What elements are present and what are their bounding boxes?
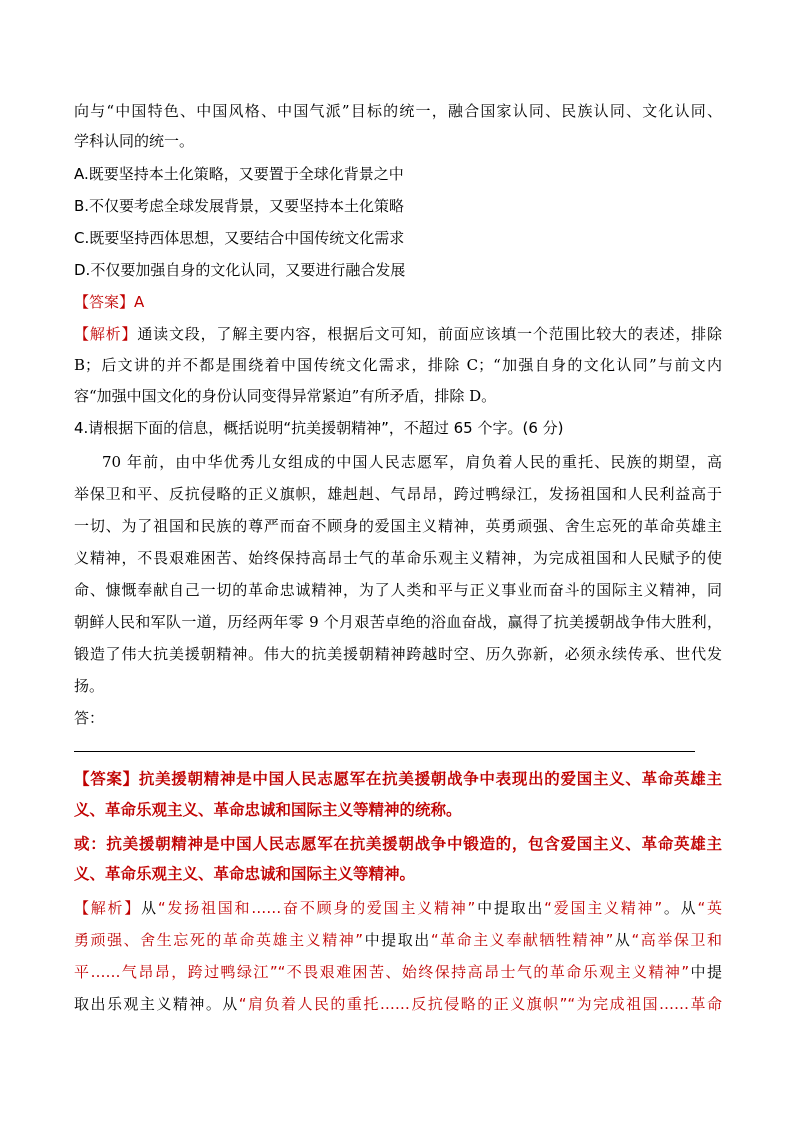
passage-line-1: 70 年前，由中华优秀儿女组成的中国人民志愿军，肩负着人民的重托、民族的期望，高 bbox=[102, 453, 722, 471]
analysis2-l1-c: 中提取出 bbox=[475, 899, 545, 917]
answer-line bbox=[74, 292, 144, 312]
analysis2-l1-a: 从 bbox=[141, 899, 158, 917]
answer2-line-1 bbox=[74, 769, 722, 789]
answer2-tag: 【答案】 bbox=[74, 770, 139, 788]
answer2-line-3: 或：抗美援朝精神是中国人民志愿军在抗美援朝战争中锻造的，包含爱国主义、革命英雄主 bbox=[74, 835, 722, 853]
analysis-line-1 bbox=[74, 324, 722, 344]
analysis2-l3-c: 中提 bbox=[689, 963, 722, 981]
passage-line-8: 扬。 bbox=[74, 677, 105, 695]
answer-prompt: 答： bbox=[74, 709, 105, 727]
analysis2-l2-c: “革命主义奉献牺牲精神” bbox=[430, 931, 614, 949]
answer2-text-1: 抗美援朝精神是中国人民志愿军在抗美援朝战争中表现出的爱国主义、革命英雄主 bbox=[138, 770, 722, 788]
passage-line-2: 举保卫和平、反抗侵略的正义旗帜，雄赳赳、气昂昂，跨过鸭绿江，发扬祖国和人民利益高于 bbox=[74, 485, 722, 503]
analysis2-l3-b: “不畏艰难困苦、始终保持高昂士气的革命乐观主义精神” bbox=[277, 963, 690, 981]
analysis2-l2-a: 勇顽强、舍生忘死的革命英雄主义精神” bbox=[74, 931, 364, 949]
analysis-line-3: 容“加强中国文化的身份认同变得异常紧迫”有所矛盾，排除 D。 bbox=[74, 387, 497, 405]
intro-line-2: 学科认同的统一。 bbox=[74, 132, 195, 150]
option-d: D.不仅要加强自身的文化认同，又要进行融合发展 bbox=[74, 261, 406, 279]
option-c: C.既要坚持西体思想，又要结合中国传统文化需求 bbox=[74, 229, 405, 247]
analysis2-line-1 bbox=[74, 898, 722, 918]
answer-value: A bbox=[134, 293, 145, 311]
analysis2-l2-e: “高举保卫和 bbox=[631, 931, 722, 949]
analysis-line-2: B；后文讲的并不都是围绕着中国传统文化需求，排除 C；“加强自身的文化认同”与前文内 bbox=[74, 356, 722, 374]
analysis2-line-4 bbox=[74, 994, 722, 1014]
analysis2-l2-b: 中提取出 bbox=[363, 931, 431, 949]
analysis2-tag: 【解析】 bbox=[74, 899, 142, 917]
analysis2-line-2 bbox=[74, 930, 722, 950]
analysis-text-1: 通读文段，了解主要内容，根据后文可知，前面应该填一个范围比较大的表述，排除 bbox=[137, 325, 722, 343]
analysis2-l3-a: 平……气昂昂，跨过鸭绿江” bbox=[74, 963, 278, 981]
answer2-line-4: 义、革命乐观主义、革命忠诚和国际主义等精神。 bbox=[74, 865, 416, 883]
option-b: B.不仅要考虑全球发展背景，又要坚持本土化策略 bbox=[74, 197, 405, 215]
analysis2-line-3 bbox=[74, 962, 722, 982]
passage-line-5: 命、慷慨奉献自己一切的革命忠诚精神，为了人类和平与正义事业而奋斗的国际主义精神，同 bbox=[74, 581, 722, 599]
answer-tag: 【答案】 bbox=[74, 293, 135, 311]
analysis-tag: 【解析】 bbox=[74, 325, 138, 343]
passage-line-3: 一切、为了祖国和民族的尊严而奋不顾身的爱国主义精神，英勇顽强、舍生忘死的革命英雄主 bbox=[74, 517, 722, 535]
passage-line-4: 义精神，不畏艰难困苦、始终保持高昂士气的革命乐观主义精神，为完成祖国和人民赋予的使 bbox=[74, 549, 722, 567]
analysis2-l4-c: “为完成祖国……革命 bbox=[567, 995, 722, 1013]
passage-line-6: 朝鲜人民和军队一道，历经两年零 9 个月艰苦卓绝的浴血奋战，赢得了抗美援朝战争伟大胜利， bbox=[74, 613, 722, 631]
answer2-line-2: 义、革命乐观主义、革命忠诚和国际主义等精神的统称。 bbox=[74, 801, 462, 819]
intro-line-1: 向与“中国特色、中国风格、中国气派”目标的统一，融合国家认同、民族认同、文化认同、 bbox=[74, 102, 722, 120]
analysis2-l2-d: 从 bbox=[613, 931, 632, 949]
analysis2-l1-f: “英 bbox=[697, 899, 722, 917]
passage-line-7: 锻造了伟大抗美援朝精神。伟大的抗美援朝精神跨越时空、历久弥新，必须永续传承、世代发 bbox=[74, 645, 722, 663]
analysis2-l1-e: 。从 bbox=[662, 899, 698, 917]
analysis2-l4-b: “肩负着人民的重托……反抗侵略的正义旗帜” bbox=[238, 995, 568, 1013]
analysis2-l1-d: “爱国主义精神” bbox=[544, 899, 663, 917]
question-4: 4.请根据下面的信息，概括说明“抗美援朝精神”，不超过 65 个字。(6 分) bbox=[74, 419, 564, 437]
analysis2-l4-a: 取出乐观主义精神。从 bbox=[74, 995, 239, 1013]
option-a: A.既要坚持本土化策略，又要置于全球化背景之中 bbox=[74, 165, 404, 183]
analysis2-l1-b: “发扬祖国和……奋不顾身的爱国主义精神” bbox=[157, 899, 476, 917]
answer-blank-line bbox=[74, 751, 695, 752]
